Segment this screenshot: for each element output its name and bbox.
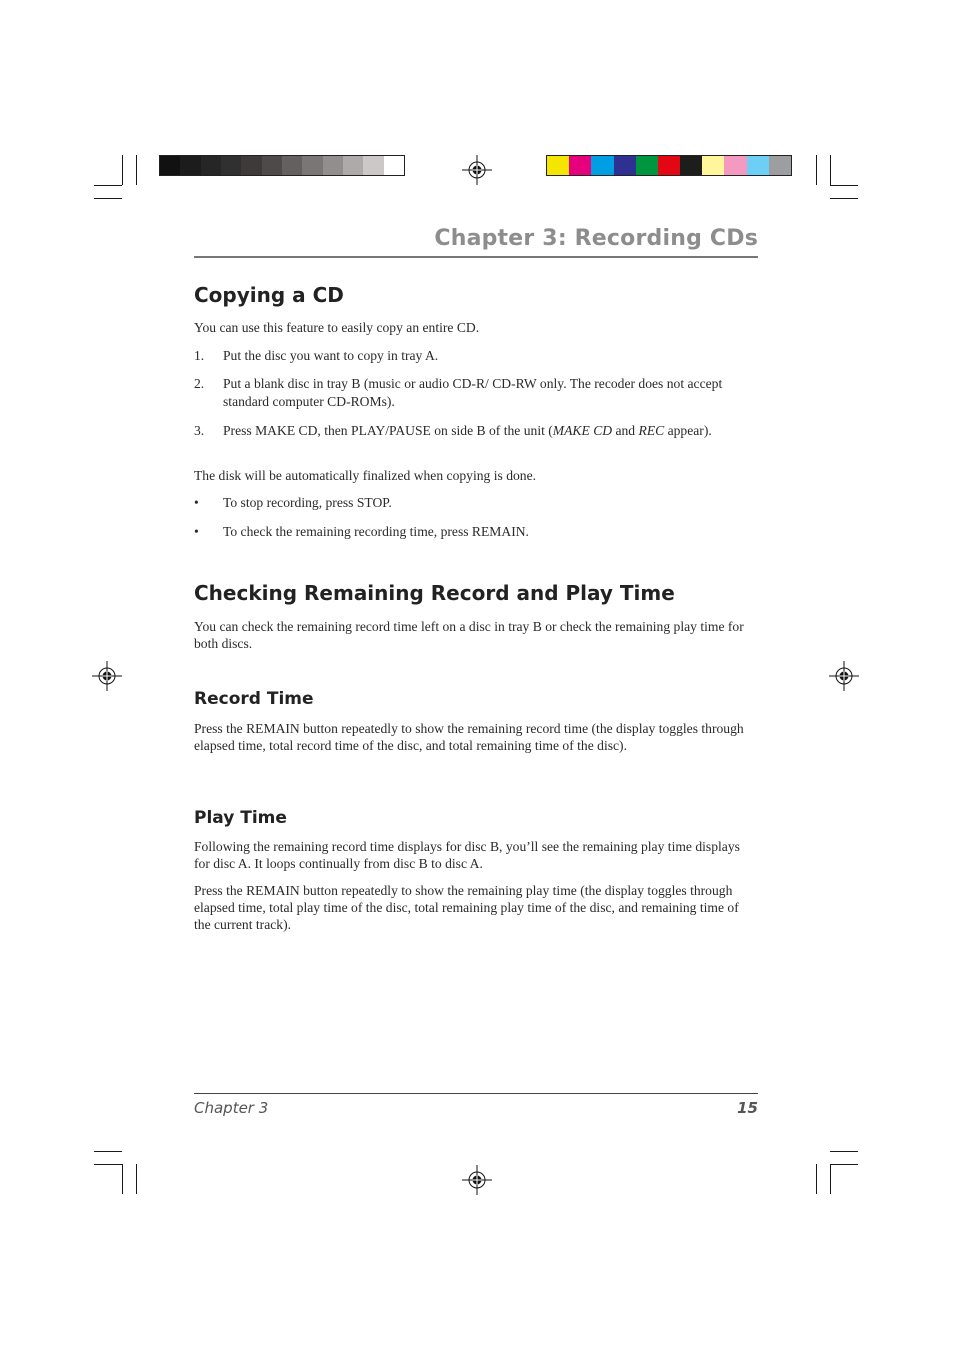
crop-mark [94, 1151, 122, 1152]
checking-intro: You can check the remaining record time left on a disc in tray B or check the remaining play time for both discs. [194, 619, 744, 651]
registration-mark-icon [462, 155, 492, 185]
crop-mark [816, 155, 817, 185]
color-swatch [747, 156, 769, 175]
display-indicator-rec: REC [638, 423, 665, 438]
chapter-title: Chapter 3: Recording CDs [434, 226, 758, 251]
step-text: Put a blank disc in tray B (music or audio CD-R/ CD-RW only. The recoder does not accept standard computer CD-ROMs). [223, 376, 723, 409]
bullet-icon: • [194, 524, 199, 539]
color-swatch [323, 156, 343, 175]
color-swatch [614, 156, 636, 175]
color-swatch [702, 156, 724, 175]
crop-mark [830, 1151, 858, 1152]
step-number: 1. [194, 348, 205, 363]
registration-mark-icon [829, 661, 859, 691]
footer-chapter: Chapter 3 [194, 1099, 269, 1117]
play-time-body-2: Press the REMAIN button repeatedly to show the remaining play time (the display toggles through elapsed time, total play time of the disc, total remaining play time of the disc, and remaining time of the current track). [194, 883, 739, 932]
bullet-text: To check the remaining recording time, press REMAIN. [223, 524, 529, 539]
crop-mark [830, 185, 858, 186]
color-swatch [547, 156, 569, 175]
step-text-part: Press MAKE CD, then PLAY/PAUSE on side B of the unit ( [223, 423, 553, 438]
display-indicator-make-cd: MAKE CD [552, 423, 613, 438]
section-heading-copying: Copying a CD [194, 283, 344, 307]
color-swatch [282, 156, 302, 175]
step-text: Put the disc you want to copy in tray A. [223, 348, 439, 363]
color-swatch [658, 156, 680, 175]
color-swatch [384, 156, 404, 175]
color-swatch [724, 156, 746, 175]
color-calibration-bar [546, 155, 792, 176]
subsection-heading-play-time: Play Time [194, 808, 287, 828]
bullet-text: To stop recording, press STOP. [223, 495, 392, 510]
footer-rule [194, 1093, 758, 1094]
step-text-part: appear). [664, 423, 712, 438]
registration-mark-icon [92, 661, 122, 691]
color-swatch [680, 156, 702, 175]
crop-mark [122, 155, 123, 185]
step-number: 3. [194, 423, 205, 438]
crop-mark [94, 1164, 122, 1165]
bullet-icon: • [194, 495, 199, 510]
color-swatch [241, 156, 261, 175]
page-number: 15 [737, 1099, 758, 1117]
crop-mark [816, 1164, 817, 1194]
step-text [223, 422, 733, 440]
color-swatch [343, 156, 363, 175]
copying-after: The disk will be automatically finalized when copying is done. [194, 468, 537, 483]
color-swatch [221, 156, 241, 175]
grayscale-calibration-bar [159, 155, 405, 176]
crop-mark [830, 1164, 831, 1194]
crop-mark [122, 1164, 123, 1194]
subsection-heading-record-time: Record Time [194, 689, 314, 709]
crop-mark [830, 155, 831, 185]
color-swatch [160, 156, 180, 175]
color-swatch [262, 156, 282, 175]
crop-mark [830, 198, 858, 199]
color-swatch [302, 156, 322, 175]
copying-intro: You can use this feature to easily copy an entire CD. [194, 320, 480, 335]
header-rule [194, 256, 758, 258]
record-time-body: Press the REMAIN button repeatedly to show the remaining record time (the display toggles through elapsed time, total record time of the disc, and total remaining time of the disc). [194, 721, 744, 753]
crop-mark [94, 185, 122, 186]
crop-mark [94, 198, 122, 199]
color-swatch [569, 156, 591, 175]
crop-mark [136, 1164, 137, 1194]
step-text-part: and [612, 423, 639, 438]
crop-mark [136, 155, 137, 185]
registration-mark-icon [462, 1165, 492, 1195]
color-swatch [180, 156, 200, 175]
color-swatch [591, 156, 613, 175]
color-swatch [636, 156, 658, 175]
step-number: 2. [194, 376, 205, 391]
color-swatch [769, 156, 791, 175]
crop-mark [830, 1164, 858, 1165]
color-swatch [363, 156, 383, 175]
play-time-body-1: Following the remaining record time displays for disc B, you’ll see the remaining play time displays for disc A. It loops continually from disc B to disc A. [194, 839, 740, 871]
section-heading-checking: Checking Remaining Record and Play Time [194, 581, 675, 605]
color-swatch [201, 156, 221, 175]
